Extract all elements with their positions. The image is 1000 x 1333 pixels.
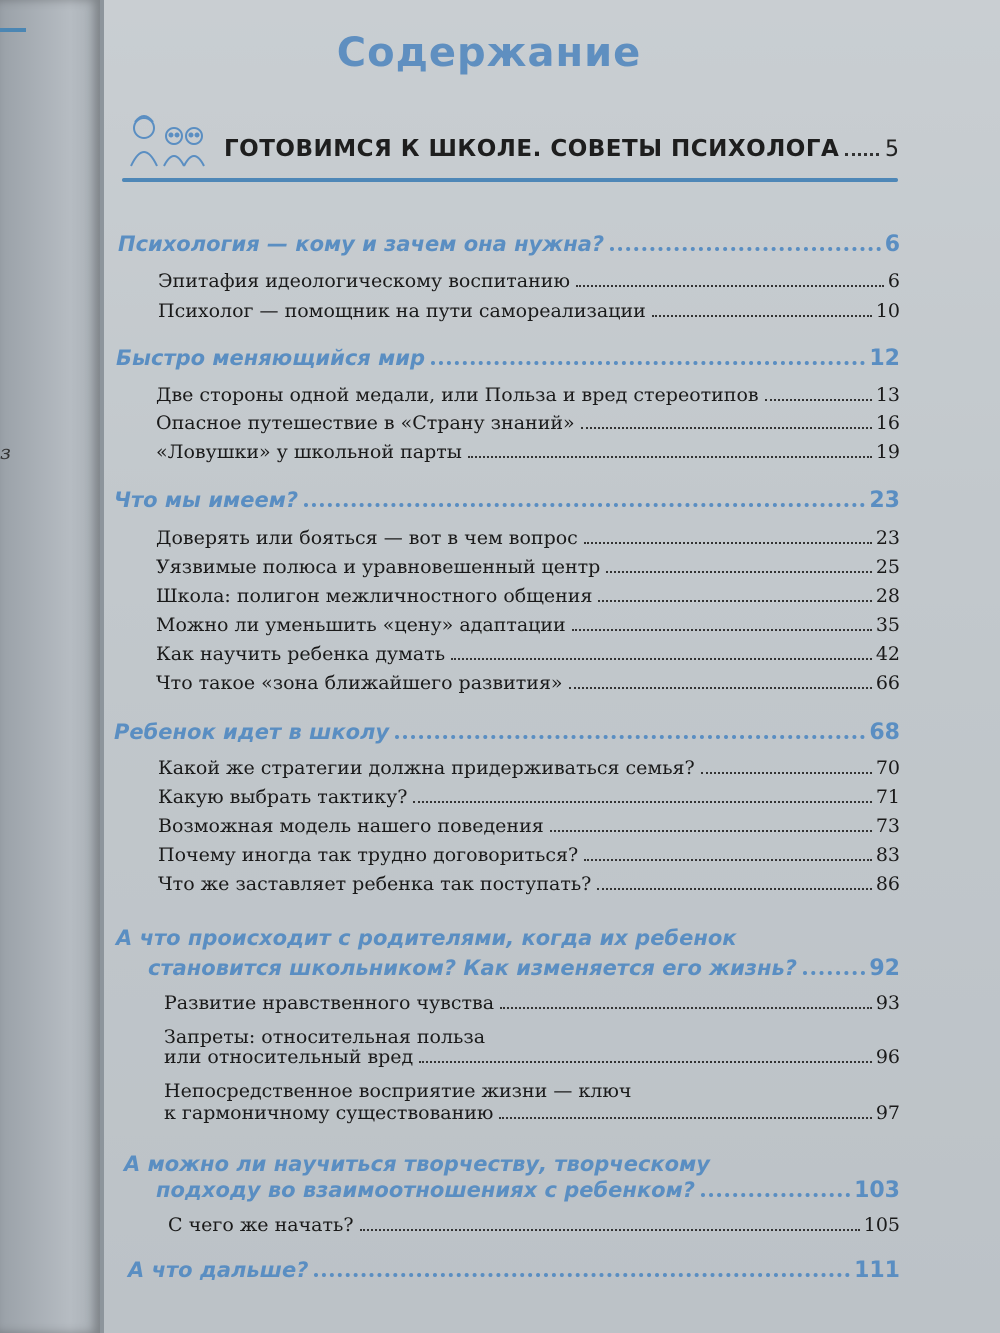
toc-entry[interactable] bbox=[156, 614, 900, 636]
toc-entry[interactable] bbox=[156, 643, 900, 665]
leader-dots bbox=[395, 735, 865, 739]
leader-dots bbox=[606, 571, 871, 573]
entry-page: 70 bbox=[875, 757, 900, 779]
toc-entry[interactable] bbox=[156, 412, 900, 434]
entry-page: 42 bbox=[875, 643, 900, 665]
toc-entry[interactable] bbox=[168, 1214, 900, 1236]
entry-title: Какой же стратегии должна придерживаться семья? bbox=[158, 757, 695, 779]
leader-dots bbox=[419, 1061, 872, 1063]
toc-section[interactable] bbox=[116, 346, 900, 371]
leader-dots bbox=[701, 772, 872, 774]
section-title-line2: подходу во взаимоотношениях с ребенком? bbox=[156, 1178, 695, 1202]
leader-dots bbox=[569, 687, 872, 689]
entry-page: 66 bbox=[875, 672, 900, 694]
section-page: 103 bbox=[854, 1178, 900, 1203]
toc-entry[interactable] bbox=[158, 300, 900, 322]
entry-title: Почему иногда так трудно договориться? bbox=[158, 844, 579, 866]
leader-dots bbox=[572, 629, 872, 631]
entry-page: 16 bbox=[875, 412, 900, 434]
entry-title: Школа: полигон межличностного общения bbox=[156, 585, 593, 607]
section-title-line1[interactable]: А можно ли научиться творчеству, творческому bbox=[124, 1152, 710, 1176]
entry-page: 23 bbox=[875, 527, 900, 549]
toc-entry[interactable] bbox=[156, 527, 900, 549]
toc-section[interactable] bbox=[118, 232, 900, 257]
entry-page: 105 bbox=[863, 1214, 900, 1236]
entry-page: 19 bbox=[875, 441, 900, 463]
blue-mark bbox=[0, 28, 26, 32]
leader-dots bbox=[500, 1007, 872, 1009]
entry-title: Можно ли уменьшить «цену» адаптации bbox=[156, 614, 566, 636]
section-title-line1[interactable]: А что происходит с родителями, когда их ребенок bbox=[116, 926, 737, 950]
section-title: А что дальше? bbox=[128, 1258, 309, 1282]
leader-dots bbox=[610, 247, 881, 251]
entry-title: Развитие нравственного чувства bbox=[164, 992, 495, 1014]
toc-entry[interactable] bbox=[156, 585, 900, 607]
part-heading-page: 5 bbox=[885, 137, 899, 162]
toc-entry[interactable] bbox=[158, 844, 900, 866]
entry-page: 25 bbox=[875, 556, 900, 578]
entry-title: Психолог — помощник на пути самореализации bbox=[158, 300, 646, 322]
toc-entry[interactable] bbox=[164, 1046, 900, 1068]
entry-title-line1[interactable]: Запреты: относительная польза bbox=[164, 1026, 486, 1048]
section-page: 92 bbox=[869, 956, 900, 981]
toc-entry[interactable] bbox=[158, 815, 900, 837]
leader-dots bbox=[584, 542, 872, 544]
toc-section[interactable] bbox=[148, 956, 900, 981]
left-page-char: з bbox=[0, 440, 11, 464]
entry-title: Эпитафия идеологическому воспитанию bbox=[158, 270, 571, 292]
leader-dots bbox=[431, 361, 865, 365]
toc-entry[interactable] bbox=[164, 992, 900, 1014]
entry-title-line1[interactable]: Непосредственное восприятие жизни — ключ bbox=[164, 1080, 632, 1102]
leader-dots bbox=[550, 830, 872, 832]
section-page: 6 bbox=[884, 232, 900, 257]
entry-title: Две стороны одной медали, или Польза и вред стереотипов bbox=[156, 384, 759, 406]
entry-page: 96 bbox=[875, 1046, 900, 1068]
entry-title: «Ловушки» у школьной парты bbox=[156, 441, 462, 463]
entry-page: 86 bbox=[875, 873, 900, 895]
table-of-contents bbox=[104, 0, 1000, 1333]
leader-dots bbox=[701, 1193, 850, 1197]
section-title: Ребенок идет в школу bbox=[114, 720, 390, 744]
toc-entry[interactable] bbox=[158, 270, 900, 292]
contents-page bbox=[104, 0, 1000, 1333]
leader-dots bbox=[468, 456, 872, 458]
part-heading-label: ГОТОВИМСЯ К ШКОЛЕ. СОВЕТЫ ПСИХОЛОГА bbox=[224, 136, 840, 162]
entry-title-line2: или относительный вред bbox=[164, 1046, 414, 1068]
entry-title: Как научить ребенка думать bbox=[156, 643, 446, 665]
page-title: Содержание bbox=[336, 30, 642, 76]
toc-entry[interactable] bbox=[156, 672, 900, 694]
leader-dots bbox=[576, 285, 884, 287]
entry-title: С чего же начать? bbox=[168, 1214, 354, 1236]
leader-dots bbox=[304, 503, 865, 507]
section-title: Что мы имеем? bbox=[114, 488, 299, 512]
leader-dots bbox=[451, 658, 872, 660]
section-title-line2: становится школьником? Как изменяется его жизнь? bbox=[148, 956, 797, 980]
toc-entry[interactable] bbox=[164, 1102, 900, 1124]
toc-entry[interactable] bbox=[158, 873, 900, 895]
entry-title: Опасное путешествие в «Страну знаний» bbox=[156, 412, 575, 434]
leader-dots bbox=[598, 600, 871, 602]
leader-dots bbox=[360, 1229, 860, 1231]
entry-title: Что такое «зона ближайшего развития» bbox=[156, 672, 563, 694]
leader-dots bbox=[597, 888, 871, 890]
entry-page: 28 bbox=[875, 585, 900, 607]
entry-page: 6 bbox=[887, 270, 900, 292]
leader-dots bbox=[803, 971, 865, 975]
entry-title: Возможная модель нашего поведения bbox=[158, 815, 544, 837]
entry-title: Уязвимые полюса и уравновешенный центр bbox=[156, 556, 601, 578]
entry-title: Доверять или бояться — вот в чем вопрос bbox=[156, 527, 578, 549]
entry-page: 10 bbox=[875, 300, 900, 322]
entry-title: Какую выбрать тактику? bbox=[158, 786, 408, 808]
leader-dots bbox=[499, 1117, 871, 1119]
toc-section[interactable] bbox=[114, 488, 900, 513]
entry-page: 97 bbox=[875, 1102, 900, 1124]
section-title: Быстро меняющийся мир bbox=[116, 346, 426, 370]
entry-page: 93 bbox=[875, 992, 900, 1014]
section-page: 12 bbox=[869, 346, 900, 371]
leader-dots bbox=[413, 801, 871, 803]
section-page: 111 bbox=[854, 1258, 900, 1283]
left-page-edge bbox=[0, 0, 100, 1333]
toc-entry[interactable] bbox=[156, 556, 900, 578]
entry-title-line2: к гармоничному существованию bbox=[164, 1102, 494, 1124]
toc-section[interactable] bbox=[156, 1178, 900, 1203]
leader-dots bbox=[652, 315, 872, 317]
toc-entry[interactable] bbox=[156, 441, 900, 463]
toc-entry[interactable] bbox=[156, 384, 900, 406]
entry-title: Что же заставляет ребенка так поступать? bbox=[158, 873, 592, 895]
entry-page: 13 bbox=[875, 384, 900, 406]
toc-entry[interactable] bbox=[158, 786, 900, 808]
leader-dots bbox=[314, 1273, 850, 1277]
section-page: 23 bbox=[869, 488, 900, 513]
toc-section[interactable] bbox=[128, 1258, 900, 1283]
toc-entry[interactable] bbox=[158, 757, 900, 779]
entry-page: 71 bbox=[875, 786, 900, 808]
entry-page: 35 bbox=[875, 614, 900, 636]
toc-section[interactable] bbox=[114, 720, 900, 745]
leader-dots bbox=[581, 427, 872, 429]
entry-page: 73 bbox=[875, 815, 900, 837]
section-page: 68 bbox=[869, 720, 900, 745]
section-title: Психология — кому и зачем она нужна? bbox=[118, 232, 605, 256]
leader-dots bbox=[765, 399, 872, 401]
leader-dots bbox=[584, 859, 872, 861]
entry-page: 83 bbox=[875, 844, 900, 866]
